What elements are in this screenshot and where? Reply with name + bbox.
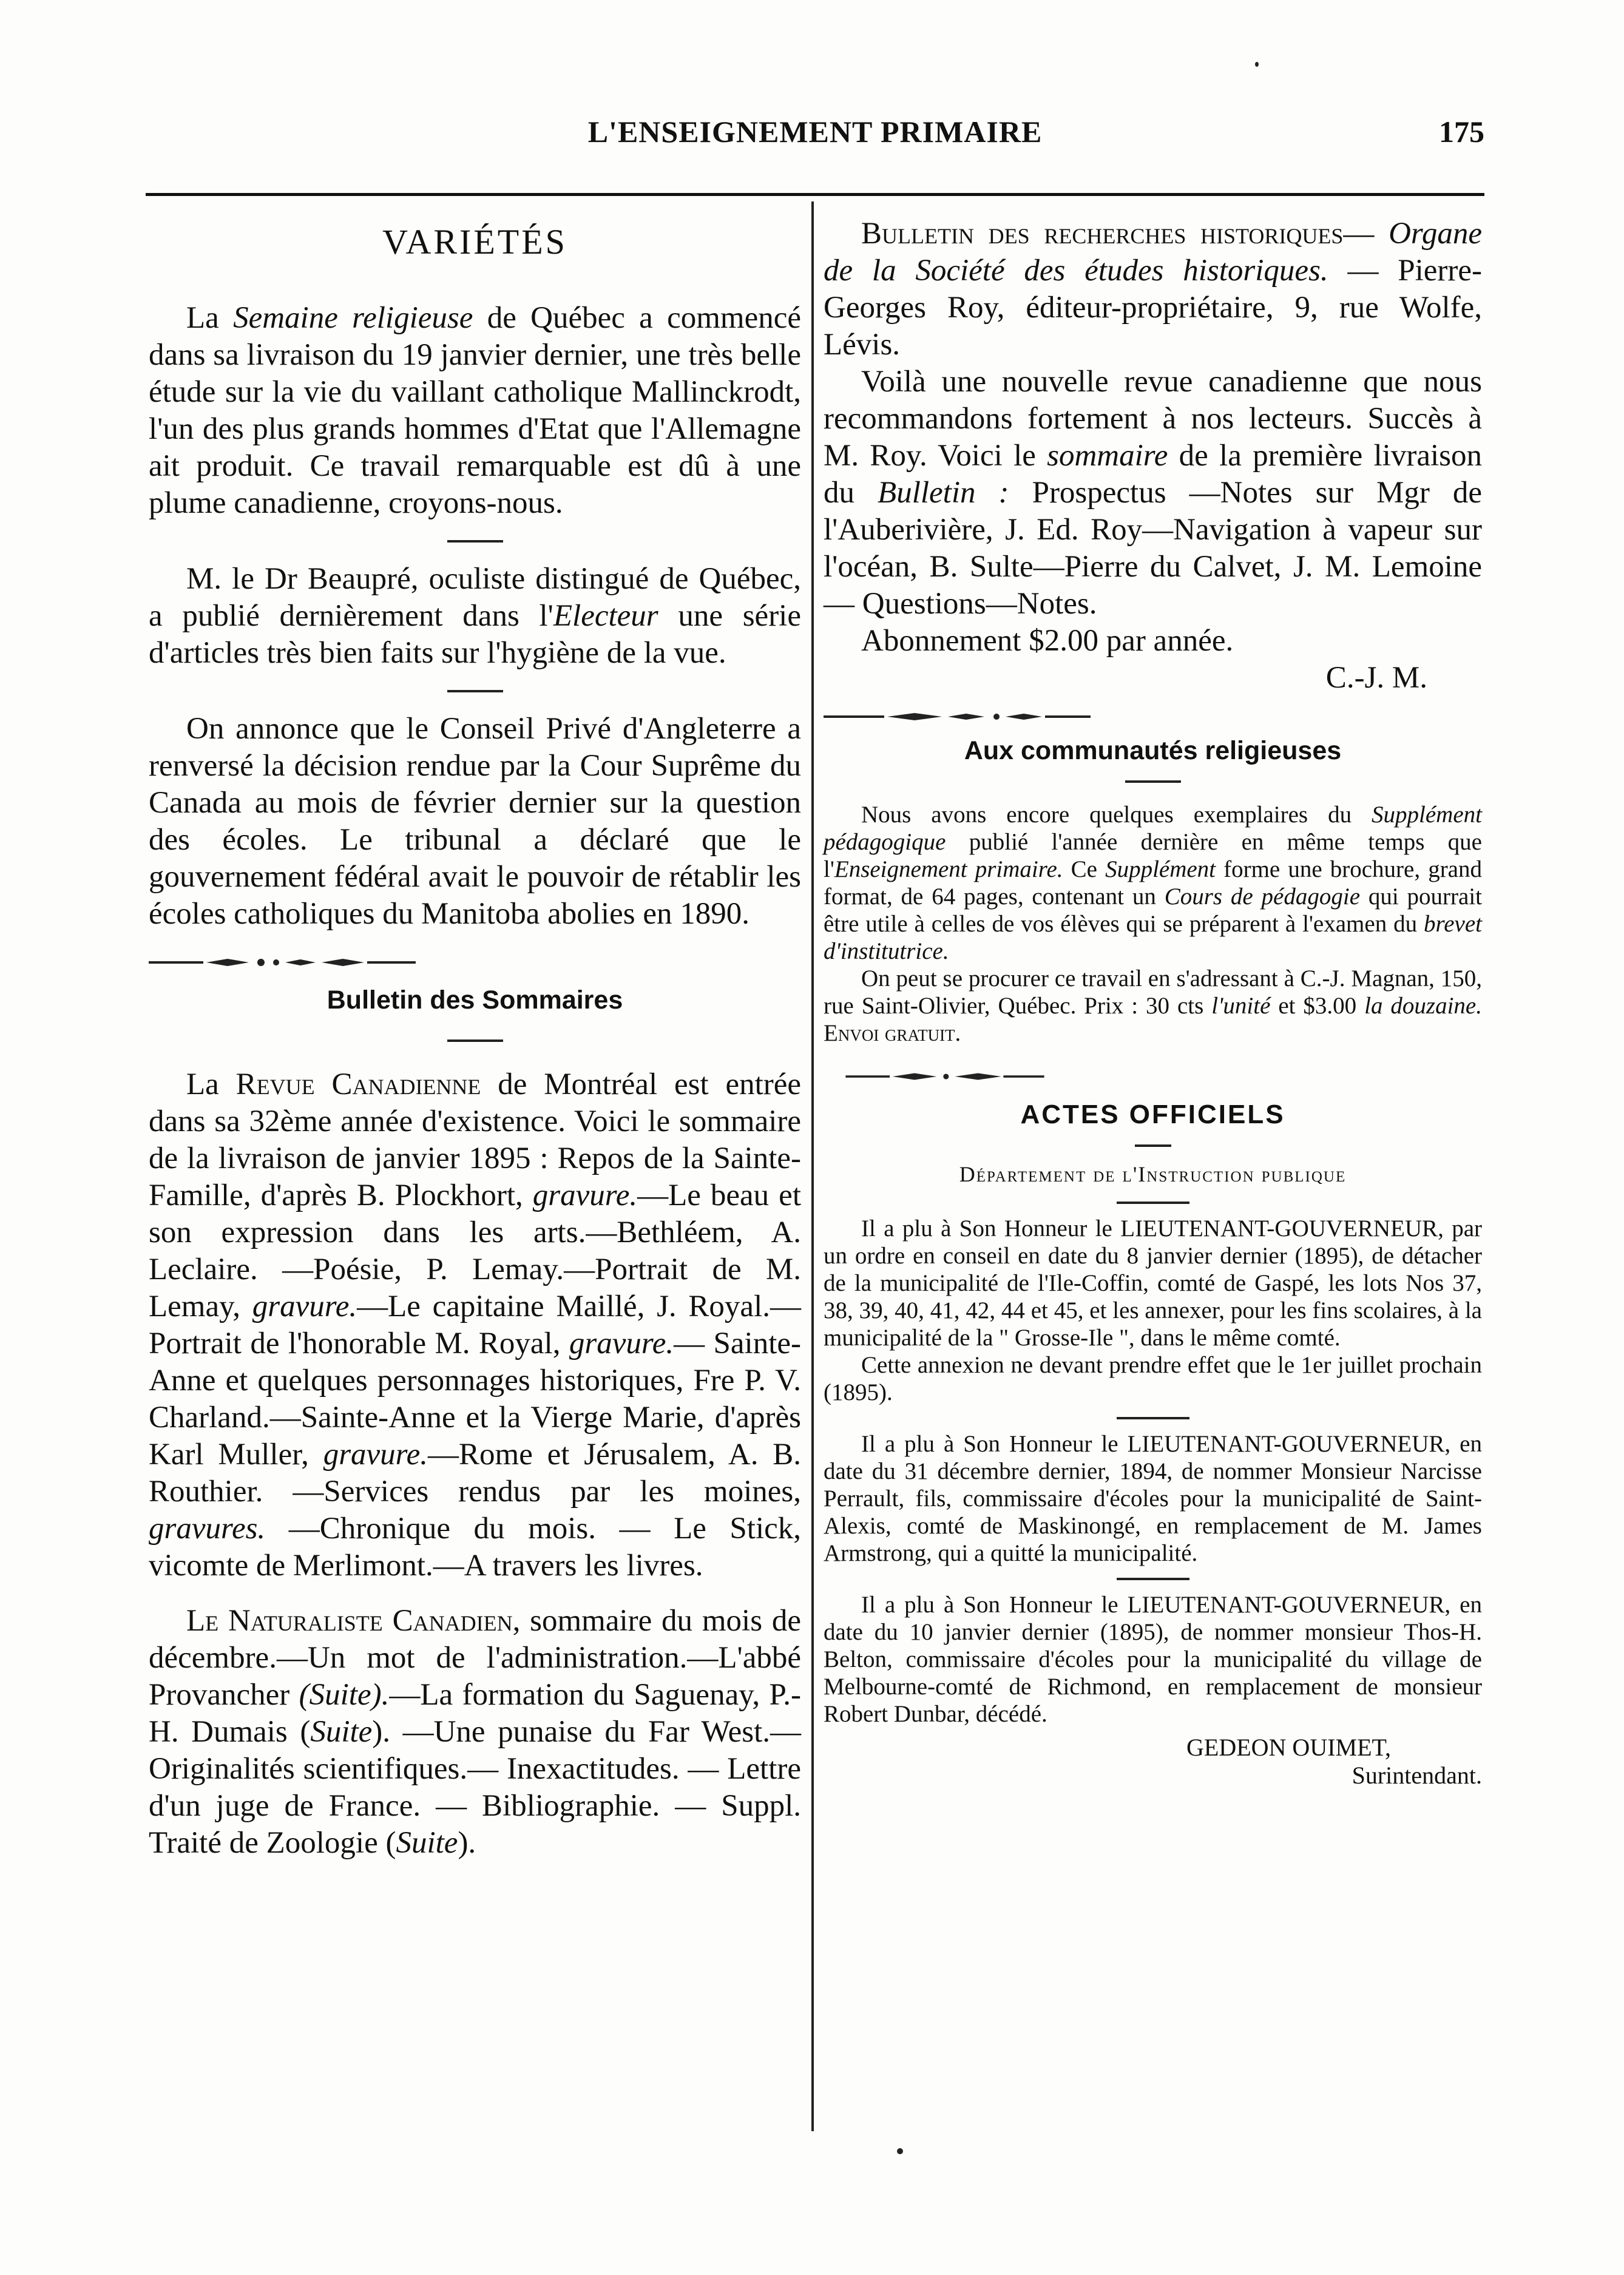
page-number: 175 [1439,115,1484,149]
paragraph-belton [824,1591,1482,1728]
italic-run: gravure. [569,1327,674,1361]
italic-run: Supplément [1105,856,1216,882]
text-run: —Chronique du mois. — Le Stick, vicomte de Merlimont.—A travers les livres. [149,1512,801,1583]
text-run: Abonnement $2.00 par année. [861,624,1234,658]
italic-run: Enseignement primaire. [834,856,1063,882]
text-run: On peut se procurer ce travail en s'adressant à C.-J. Magnan, 150, rue Saint-Olivier, Québec. Prix : 30 cts [824,965,1482,1019]
ornament-divider [149,957,416,968]
paragraph-revue-canadienne [149,1066,801,1584]
signature-name: GEDEON OUIMET, [1186,1734,1391,1761]
text-run: La [186,1067,236,1101]
italic-run: Semaine religieuse [233,301,473,335]
text-run: Nous avons encore quelques exemplaires du [861,802,1372,828]
paragraph-naturaliste-canadien [149,1603,801,1862]
heading-bulletin-des-sommaires: Bulletin des Sommaires [326,985,623,1015]
italic-run: Suite [396,1826,458,1860]
header-rule [146,193,1484,196]
text-run: La [186,301,234,335]
text-run: publié l'année dernière en même temps que l' [824,829,1482,882]
signature-title: Surintendant. [1352,1762,1482,1789]
text-run: On annonce que le Conseil Privé d'Angleterre a renversé la décision rendue par la Cour Suprême du Canada au mois de février dernier sur la question des écoles. Le tribunal a déclaré que le gouvernement fédéral avait le pouvoir de rétablir les écoles catholiques du Manitoba abolies en 1890. [149,712,801,931]
italic-run: la douzaine. [1364,993,1482,1019]
ornament-divider [824,1071,1066,1082]
smallcaps-run: Envoi gratuit. [824,1020,961,1046]
text-run: Il a plu à Son Honneur le LIEUTENANT-GOUVERNEUR, en date du 31 décembre dernier, 1894, de nommer Monsieur Narcisse Perrault, fils, commissaire d'écoles pour la municipalité de Saint-Alexis, comté de Maskinongé, en remplacement de M. James Armstrong, qui a quitté la municipalité. [824,1431,1482,1566]
paragraph-procurer-travail [824,965,1482,1047]
text-run: de Montréal est entrée dans sa 32ème année d'existence. Voici le sommaire de la livraison de janvier 1895 : Repos de la Sainte-Famille, d'après B. Plockhort, [149,1067,802,1212]
paragraph-nouvelle-revue [824,363,1482,623]
paragraph-conseil-prive [149,711,801,933]
text-run: Voilà une nouvelle revue canadienne que nous recommandons fortement à nos lecteurs. Succès à M. Roy. Voici le [824,365,1482,473]
text-run: , sommaire du mois de décembre.—Un mot de l'administration.—L'abbé Provancher [149,1604,802,1712]
italic-run: Supplément pédagogique [824,802,1482,855]
italic-run: Suite [310,1715,373,1749]
text-run: de Québec a commencé dans sa livraison du 19 janvier dernier, une très belle étude sur la vie du vaillant catholique Mallinckrodt, l'un des plus grands hommes d'Etat que l'Allemagne ait produit. Ce travail remarquable est dû à une plume canadienne, croyons-nous. [149,301,801,520]
heading-departement: Département de l'Instruction publique [959,1162,1347,1186]
paragraph-supplement-pedagogique [824,801,1482,965]
ornament-divider [824,711,1091,722]
paragraph-annexion [824,1351,1482,1406]
text-run: — Sainte-Anne et quelques personnages historiques, Fre P. V. Charland.—Sainte-Anne et la Vierge Marie, d'après Karl Muller, [149,1327,801,1472]
paragraph-ile-coffin [824,1215,1482,1351]
italic-run: (Suite). [299,1678,390,1712]
italic-run: Organe de la Société des études historiques. [824,217,1482,288]
text-run: ). —Une punaise du Far West.—Originalités scientifiques.— Inexactitudes. — Lettre d'un juge de France. — Bibliographie. — Suppl. Traité de Zoologie ( [149,1715,802,1860]
print-speck [1255,62,1259,67]
text-run: ). [458,1826,476,1860]
smallcaps-run: Revue Canadienne [235,1067,481,1101]
text-run: — Pierre-Georges Roy, éditeur-propriétaire, 9, rue Wolfe, Lévis. [824,254,1482,362]
smallcaps-run: Le Naturaliste Canadien [186,1604,513,1638]
running-head [146,114,1484,169]
right-column [824,215,1482,1790]
text-run: de la première livraison du [824,439,1482,510]
section-title-varietes: VARIÉTÉS [382,222,567,262]
paragraph-abonnement [824,623,1482,660]
text-run: —Le capitaine Maillé, J. Royal.— Portrait de l'honorable M. Royal, [149,1290,801,1361]
text-run: —Rome et Jérusalem, A. B. Routhier. —Services rendus par les moines, [149,1438,801,1509]
text-run: Cette annexion ne devant prendre effet que le 1er juillet prochain (1895). [824,1352,1482,1405]
text-run: Prospectus —Notes sur Mgr de l'Auberivière, J. Ed. Roy—Navigation à vapeur sur l'océan, B. Sulte—Pierre du Calvet, J. M. Lemoine— Questions—Notes. [824,476,1483,621]
text-run: forme une brochure, grand format, de 64 pages, contenant un [824,856,1482,910]
column-divider [811,201,814,2131]
italic-run: gravure. [532,1178,638,1212]
italic-run: sommaire [1047,439,1168,473]
italic-run: Bulletin : [878,476,1009,510]
paragraph-perrault [824,1430,1482,1567]
italic-run: gravures. [149,1512,266,1546]
italic-run: gravure. [323,1438,428,1472]
italic-run: brevet d'institutrice. [824,911,1482,964]
paragraph-semaine-religieuse [149,300,801,522]
text-run: et $3.00 [1270,993,1365,1019]
text-run: Il a plu à Son Honneur le LIEUTENANT-GOUVERNEUR, en date du 10 janvier dernier (1895), de nommer monsieur Thos-H. Belton, commissaire d'écoles pour la municipalité du village de Melbourne-comté de Richmond, en remplacement de monsieur Robert Dunbar, décédé. [824,1592,1482,1727]
heading-actes-officiels: ACTES OFFICIELS [1020,1100,1285,1129]
text-run: —Le beau et son expression dans les arts.—Bethléem, A. Leclaire. —Poésie, P. Lemay.—Portrait de M. Lemay, [149,1178,801,1323]
text-run: Ce [1063,856,1106,882]
paragraph-beaupre [149,561,801,672]
text-run: Il a plu à Son Honneur le LIEUTENANT-GOUVERNEUR, par un ordre en conseil en date du 8 janvier dernier (1895), de détacher de la municipalité de l'Ile-Coffin, comté de Gaspé, les lots Nos 37, 38, 39, 40, 41, 42, 44 et 45, et les annexer, pour les fins scolaires, à la municipalité de la " Grosse-Ile ", dans le même comté. [824,1215,1482,1351]
italic-run: l'unité [1211,993,1271,1019]
journal-title: L'ENSEIGNEMENT PRIMAIRE [587,115,1043,149]
print-speck [897,2148,903,2154]
text-run: M. le Dr Beaupré, oculiste distingué de Québec, a publié dernièrement dans l' [149,562,801,633]
smallcaps-run: Bulletin des recherches historiques [861,217,1344,251]
text-run: — [1343,217,1389,251]
italic-run: Electeur [553,599,658,633]
text-run: —La formation du Saguenay, P.-H. Dumais ( [149,1678,801,1749]
italic-run: gravure. [252,1290,357,1323]
italic-run: Cours de pédagogie [1164,884,1361,910]
heading-aux-communautes: Aux communautés religieuses [964,736,1342,765]
left-column [149,215,801,1862]
text-run: qui pourrait être utile à celles de vos élèves qui se préparent à l'examen du [824,884,1482,937]
signature-cjm: C.-J. M. [1325,661,1427,695]
paragraph-bulletin-recherches [824,215,1482,363]
text-run: une série d'articles très bien faits sur l'hygiène de la vue. [149,599,801,670]
